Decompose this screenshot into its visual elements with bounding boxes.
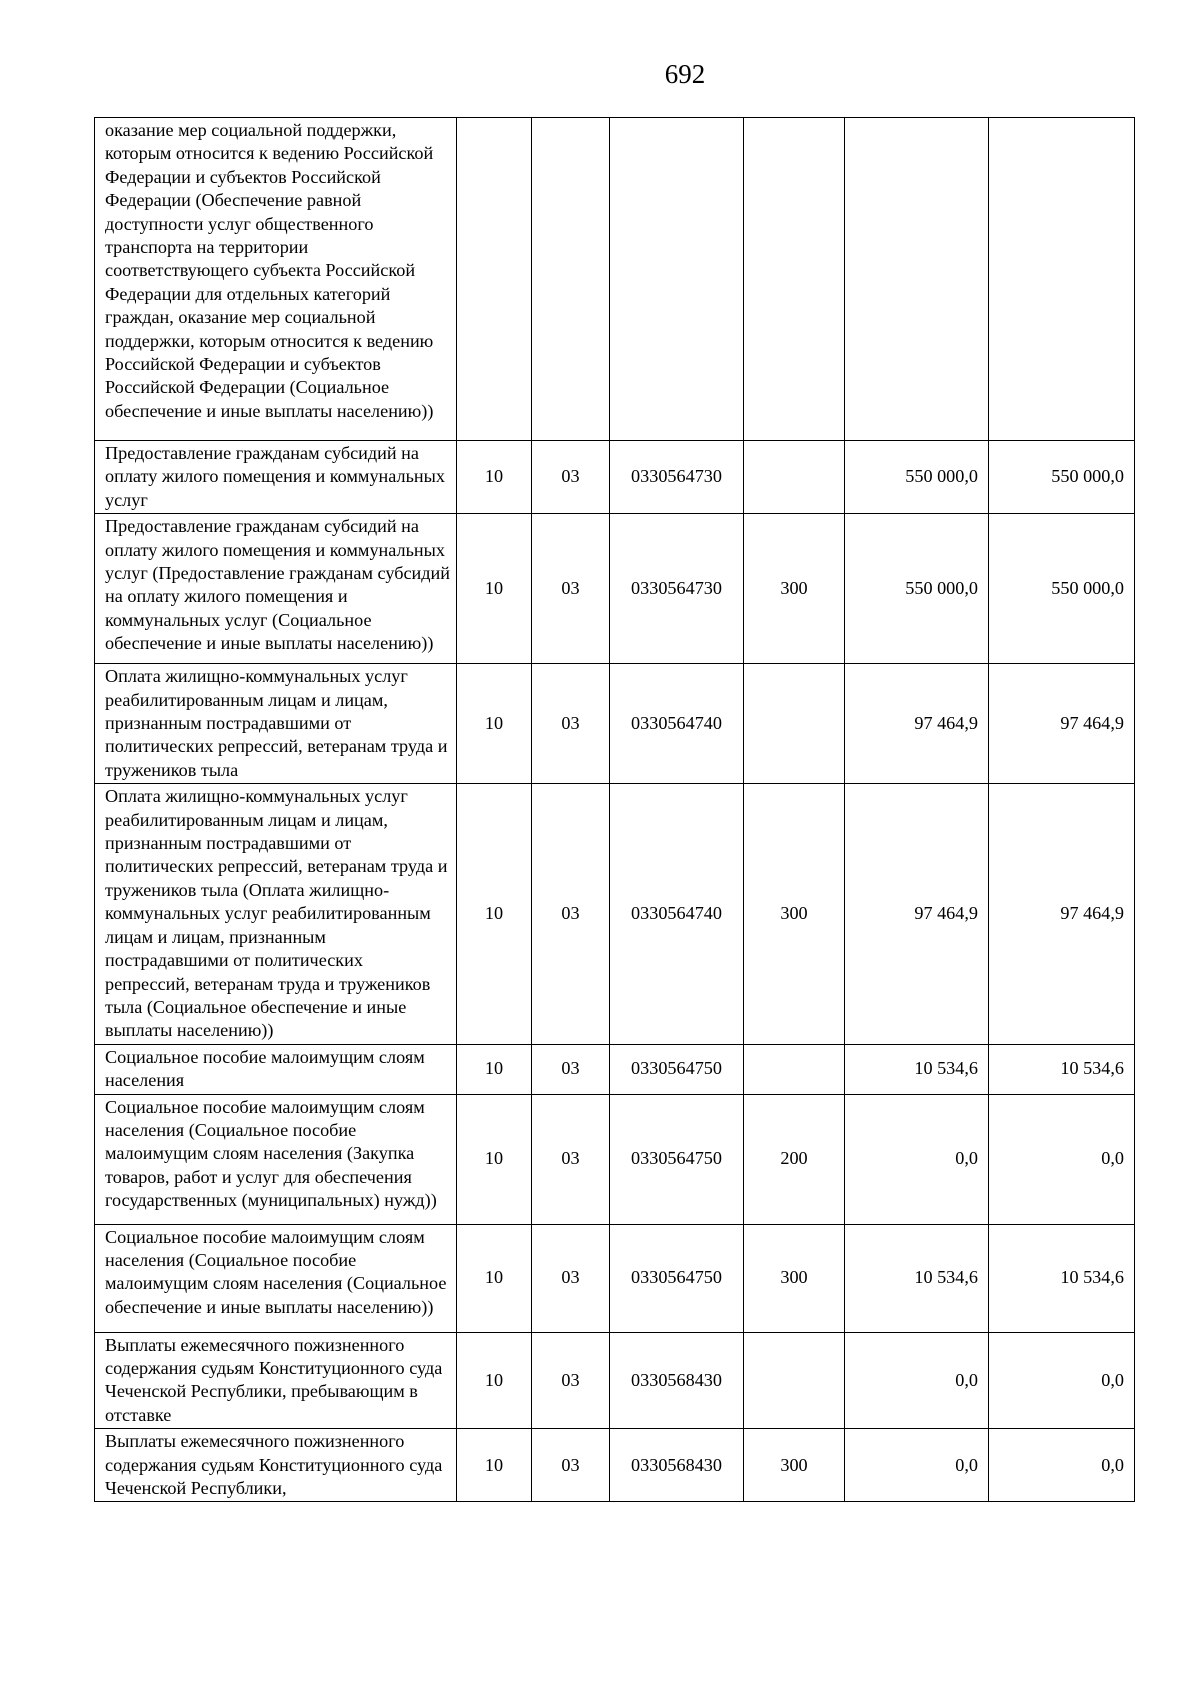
cell-subsection: 03 [532, 1429, 610, 1502]
cell-target-article: 0330564730 [610, 441, 744, 514]
cell-amount-1: 10 534,6 [845, 1044, 989, 1094]
cell-description: Социальное пособие малоимущим слоям населения [95, 1044, 457, 1094]
cell-description: Предоставление гражданам субсидий на оплату жилого помещения и коммунальных услуг (Предоставление гражданам субсидий на оплату жилого помещения и коммунальных услуг (Социальное обеспечение и иные выплаты населению)) [95, 514, 457, 664]
cell-subsection: 03 [532, 784, 610, 1044]
cell-section: 10 [457, 1044, 532, 1094]
cell-description: Социальное пособие малоимущим слоям населения (Социальное пособие малоимущим слоям населения (Закупка товаров, работ и услуг для обеспечения государственных (муниципальных) нужд)) [95, 1094, 457, 1224]
cell-amount-2: 97 464,9 [989, 664, 1135, 784]
cell-amount-2: 550 000,0 [989, 514, 1135, 664]
cell-amount-2: 97 464,9 [989, 784, 1135, 1044]
cell-subsection: 03 [532, 441, 610, 514]
cell-target-article: 0330564750 [610, 1094, 744, 1224]
cell-subsection: 03 [532, 514, 610, 664]
cell-expense-type [744, 664, 845, 784]
cell-amount-1: 550 000,0 [845, 514, 989, 664]
cell-description: Оплата жилищно-коммунальных услуг реабилитированным лицам и лицам, признанным пострадавшими от политических репрессий, ветеранам труда и тружеников тыла [95, 664, 457, 784]
cell-amount-1: 97 464,9 [845, 784, 989, 1044]
cell-section: 10 [457, 514, 532, 664]
table-row [95, 1224, 1135, 1332]
cell-amount-2: 0,0 [989, 1429, 1135, 1502]
cell-amount-1: 550 000,0 [845, 441, 989, 514]
cell-amount-2: 0,0 [989, 1332, 1135, 1429]
page-number: 692 [664, 59, 706, 89]
cell-expense-type [744, 441, 845, 514]
cell-subsection: 03 [532, 1224, 610, 1332]
cell-section [457, 118, 532, 441]
table-row [95, 118, 1135, 441]
cell-expense-type: 300 [744, 514, 845, 664]
cell-target-article: 0330564750 [610, 1224, 744, 1332]
cell-expense-type [744, 1044, 845, 1094]
cell-section: 10 [457, 1224, 532, 1332]
cell-amount-2: 0,0 [989, 1094, 1135, 1224]
table-row [95, 514, 1135, 664]
cell-target-article: 0330564740 [610, 664, 744, 784]
cell-expense-type [744, 1332, 845, 1429]
cell-section: 10 [457, 441, 532, 514]
cell-subsection: 03 [532, 1044, 610, 1094]
cell-section: 10 [457, 1332, 532, 1429]
cell-subsection: 03 [532, 1094, 610, 1224]
cell-description: Предоставление гражданам субсидий на оплату жилого помещения и коммунальных услуг [95, 441, 457, 514]
cell-description: Выплаты ежемесячного пожизненного содержания судьям Конституционного суда Чеченской Республики, [95, 1429, 457, 1502]
table-row [95, 1429, 1135, 1502]
table-row [95, 1044, 1135, 1094]
cell-description: оказание мер социальной поддержки, которым относится к ведению Российской Федерации и субъектов Российской Федерации (Обеспечение равной доступности услуг общественного транспорта на территории соответствующего субъекта Российской Федерации для отдельных категорий граждан, оказание мер социальной поддержки, которым относится к ведению Российской Федерации и субъектов Российской Федерации (Социальное обеспечение и иные выплаты населению)) [95, 118, 457, 441]
cell-section: 10 [457, 1429, 532, 1502]
cell-amount-1: 0,0 [845, 1429, 989, 1502]
cell-target-article: 0330568430 [610, 1429, 744, 1502]
budget-table [94, 117, 1135, 1502]
cell-target-article: 0330568430 [610, 1332, 744, 1429]
cell-amount-1: 97 464,9 [845, 664, 989, 784]
cell-expense-type: 300 [744, 1224, 845, 1332]
cell-amount-1: 0,0 [845, 1332, 989, 1429]
cell-target-article: 0330564730 [610, 514, 744, 664]
cell-amount-2: 10 534,6 [989, 1224, 1135, 1332]
cell-target-article [610, 118, 744, 441]
cell-target-article: 0330564740 [610, 784, 744, 1044]
cell-subsection [532, 118, 610, 441]
cell-amount-1: 0,0 [845, 1094, 989, 1224]
cell-description: Социальное пособие малоимущим слоям населения (Социальное пособие малоимущим слоям населения (Социальное обеспечение и иные выплаты населению)) [95, 1224, 457, 1332]
cell-target-article: 0330564750 [610, 1044, 744, 1094]
cell-expense-type [744, 118, 845, 441]
cell-subsection: 03 [532, 1332, 610, 1429]
cell-description: Выплаты ежемесячного пожизненного содержания судьям Конституционного суда Чеченской Республики, пребывающим в отставке [95, 1332, 457, 1429]
table-row [95, 1332, 1135, 1429]
cell-amount-2 [989, 118, 1135, 441]
cell-amount-1: 10 534,6 [845, 1224, 989, 1332]
table-row [95, 784, 1135, 1044]
cell-amount-1 [845, 118, 989, 441]
cell-section: 10 [457, 664, 532, 784]
table-body [95, 118, 1135, 1502]
table-row [95, 441, 1135, 514]
cell-expense-type: 300 [744, 784, 845, 1044]
table-row [95, 1094, 1135, 1224]
table-row [95, 664, 1135, 784]
cell-expense-type: 300 [744, 1429, 845, 1502]
cell-description: Оплата жилищно-коммунальных услуг реабилитированным лицам и лицам, признанным пострадавшими от политических репрессий, ветеранам труда и тружеников тыла (Оплата жилищно-коммунальных услуг реабилитированным лицам и лицам, признанным пострадавшими от политических репрессий, ветеранам труда и тружеников тыла (Социальное обеспечение и иные выплаты населению)) [95, 784, 457, 1044]
cell-subsection: 03 [532, 664, 610, 784]
cell-section: 10 [457, 1094, 532, 1224]
cell-expense-type: 200 [744, 1094, 845, 1224]
cell-section: 10 [457, 784, 532, 1044]
cell-amount-2: 10 534,6 [989, 1044, 1135, 1094]
cell-amount-2: 550 000,0 [989, 441, 1135, 514]
